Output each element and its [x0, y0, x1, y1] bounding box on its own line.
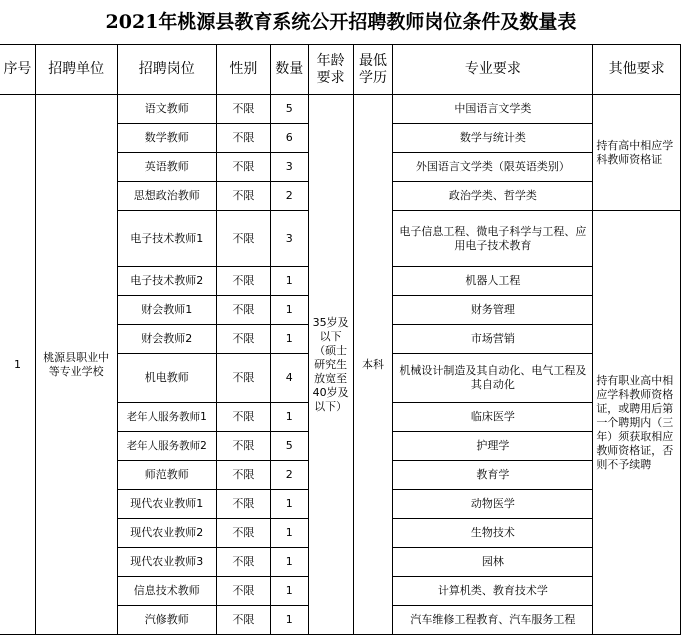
gender-cell: 不限	[217, 296, 271, 325]
header-major: 专业要求	[393, 45, 593, 95]
post-cell: 数学教师	[117, 124, 217, 153]
count-cell: 1	[270, 577, 308, 606]
seq-cell: 1	[0, 95, 35, 635]
post-cell: 机电教师	[117, 354, 217, 403]
gender-cell: 不限	[217, 577, 271, 606]
count-cell: 1	[270, 325, 308, 354]
major-cell: 机器人工程	[393, 267, 593, 296]
post-cell: 信息技术教师	[117, 577, 217, 606]
post-cell: 电子技术教师1	[117, 211, 217, 267]
header-unit: 招聘单位	[35, 45, 117, 95]
count-cell: 1	[270, 403, 308, 432]
major-cell: 市场营销	[393, 325, 593, 354]
count-cell: 3	[270, 211, 308, 267]
count-cell: 3	[270, 153, 308, 182]
header-gender: 性别	[217, 45, 271, 95]
post-cell: 电子技术教师2	[117, 267, 217, 296]
header-count: 数量	[270, 45, 308, 95]
gender-cell: 不限	[217, 211, 271, 267]
major-cell: 财务管理	[393, 296, 593, 325]
post-cell: 语文教师	[117, 95, 217, 124]
post-cell: 师范教师	[117, 461, 217, 490]
recruitment-table	[0, 44, 681, 635]
gender-cell: 不限	[217, 519, 271, 548]
edu-cell: 本科	[353, 95, 393, 635]
major-cell: 外国语言文学类（限英语类别）	[393, 153, 593, 182]
post-cell: 英语教师	[117, 153, 217, 182]
count-cell: 6	[270, 124, 308, 153]
major-cell: 数学与统计类	[393, 124, 593, 153]
major-cell: 中国语言文学类	[393, 95, 593, 124]
major-cell: 生物技术	[393, 519, 593, 548]
gender-cell: 不限	[217, 95, 271, 124]
header-age: 年龄要求	[308, 45, 353, 95]
gender-cell: 不限	[217, 153, 271, 182]
gender-cell: 不限	[217, 461, 271, 490]
gender-cell: 不限	[217, 606, 271, 635]
major-cell: 计算机类、教育技术学	[393, 577, 593, 606]
major-cell: 电子信息工程、微电子科学与工程、应用电子技术教育	[393, 211, 593, 267]
gender-cell: 不限	[217, 548, 271, 577]
page-title: 2021年桃源县教育系统公开招聘教师岗位条件及数量表	[105, 11, 577, 33]
gender-cell: 不限	[217, 124, 271, 153]
gender-cell: 不限	[217, 403, 271, 432]
major-cell: 政治学类、哲学类	[393, 182, 593, 211]
post-cell: 现代农业教师1	[117, 490, 217, 519]
gender-cell: 不限	[217, 432, 271, 461]
count-cell: 1	[270, 548, 308, 577]
count-cell: 1	[270, 267, 308, 296]
major-cell: 机械设计制造及其自动化、电气工程及其自动化	[393, 354, 593, 403]
count-cell: 1	[270, 490, 308, 519]
count-cell: 5	[270, 95, 308, 124]
major-cell: 汽车维修工程教育、汽车服务工程	[393, 606, 593, 635]
count-cell: 4	[270, 354, 308, 403]
post-cell: 现代农业教师3	[117, 548, 217, 577]
gender-cell: 不限	[217, 354, 271, 403]
post-cell: 财会教师2	[117, 325, 217, 354]
other-cell-b: 持有职业高中相应学科教师资格证，或聘用后第一个聘期内（三年）须获取相应教师资格证，否则不予续聘	[593, 211, 681, 635]
gender-cell: 不限	[217, 267, 271, 296]
post-cell: 老年人服务教师1	[117, 403, 217, 432]
age-cell: 35岁及以下（硕士研究生放宽至40岁及以下）	[308, 95, 353, 635]
gender-cell: 不限	[217, 182, 271, 211]
gender-cell: 不限	[217, 490, 271, 519]
major-cell: 护理学	[393, 432, 593, 461]
count-cell: 1	[270, 606, 308, 635]
gender-cell: 不限	[217, 325, 271, 354]
count-cell: 1	[270, 296, 308, 325]
header-post: 招聘岗位	[117, 45, 217, 95]
table-row	[0, 95, 681, 124]
header-other: 其他要求	[593, 45, 681, 95]
major-cell: 教育学	[393, 461, 593, 490]
unit-cell: 桃源县职业中等专业学校	[35, 95, 117, 635]
post-cell: 思想政治教师	[117, 182, 217, 211]
other-cell-a: 持有高中相应学科教师资格证	[593, 95, 681, 211]
count-cell: 2	[270, 461, 308, 490]
post-cell: 财会教师1	[117, 296, 217, 325]
major-cell: 临床医学	[393, 403, 593, 432]
header-seq: 序号	[0, 45, 35, 95]
post-cell: 现代农业教师2	[117, 519, 217, 548]
post-cell: 汽修教师	[117, 606, 217, 635]
count-cell: 1	[270, 519, 308, 548]
post-cell: 老年人服务教师2	[117, 432, 217, 461]
count-cell: 5	[270, 432, 308, 461]
count-cell: 2	[270, 182, 308, 211]
major-cell: 动物医学	[393, 490, 593, 519]
header-edu: 最低学历	[353, 45, 393, 95]
major-cell: 园林	[393, 548, 593, 577]
header-row	[0, 45, 681, 95]
